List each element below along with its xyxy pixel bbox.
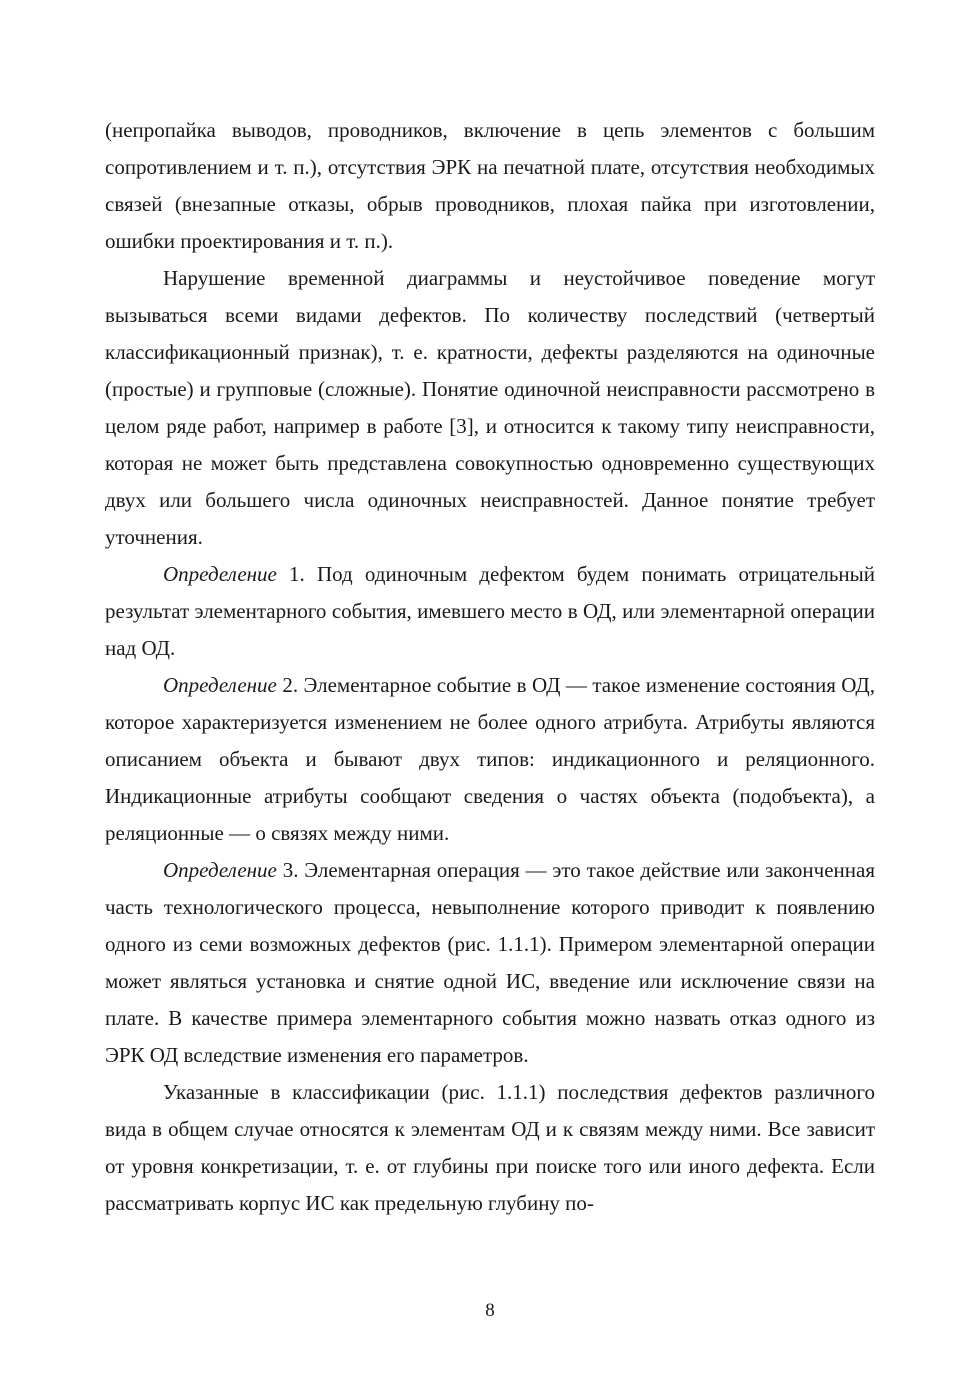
paragraph-timing-diagram	[105, 260, 875, 556]
definition-term: Определение	[163, 858, 277, 882]
paragraph-definition-2	[105, 667, 875, 852]
page-number: 8	[485, 1300, 495, 1321]
paragraph-text: Указанные в классификации (рис. 1.1.1) последствия дефектов различного вида в общем случае относятся к элементам ОД и к связям между ними. Все зависит от уровня конкретизации, т. е. от глубины при поиске того или иного дефекта. Если рассматривать корпус ИС как предельную глубину по-	[105, 1080, 875, 1215]
paragraph-text: (непропайка выводов, проводников, включение в цепь элементов с большим сопротивлением и т. п.), отсутствия ЭРК на печатной плате, отсутствия необходимых связей (внезапные отказы, обрыв проводников, плохая пайка при изготовлении, ошибки проектирования и т. п.).	[105, 118, 875, 253]
page-body	[105, 112, 875, 1222]
paragraph-text: 2. Элементарное событие в ОД — такое изменение состояния ОД, которое характеризуется изменением не более одного атрибута. Атрибуты являются описанием объекта и бывают двух типов: индикационного и реляционного. Индикационные атрибуты сообщают сведения о частях объекта (подобъекта), а реляционные — о связях между ними.	[105, 673, 875, 845]
paragraph-definition-3	[105, 852, 875, 1074]
paragraph-classification	[105, 1074, 875, 1222]
definition-term: Определение	[163, 673, 277, 697]
paragraph-text: 3. Элементарная операция — это такое действие или законченная часть технологического процесса, невыполнение которого приводит к появлению одного из семи возможных дефектов (рис. 1.1.1). Примером элементарной операции может являться установка и снятие одной ИС, введение или исключение связи на плате. В качестве примера элементарного события можно назвать отказ одного из ЭРК ОД вследствие изменения его параметров.	[105, 858, 875, 1067]
paragraph-definition-1	[105, 556, 875, 667]
paragraph-text: 1. Под одиночным дефектом будем понимать отрицательный результат элементарного события, имевшего место в ОД, или элементарной операции над ОД.	[105, 562, 875, 660]
definition-term: Определение	[163, 562, 277, 586]
paragraph-text: Нарушение временной диаграммы и неустойчивое поведение могут вызываться всеми видами дефектов. По количеству последствий (четвертый классификационный признак), т. е. кратности, дефекты разделяются на одиночные (простые) и групповые (сложные). Понятие одиночной неисправности рассмотрено в целом ряде работ, например в работе [3], и относится к такому типу неисправности, которая не может быть представлена совокупностью одновременно существующих двух или большего числа одиночных неисправностей. Данное понятие требует уточнения.	[105, 266, 875, 549]
paragraph-continuation	[105, 112, 875, 260]
